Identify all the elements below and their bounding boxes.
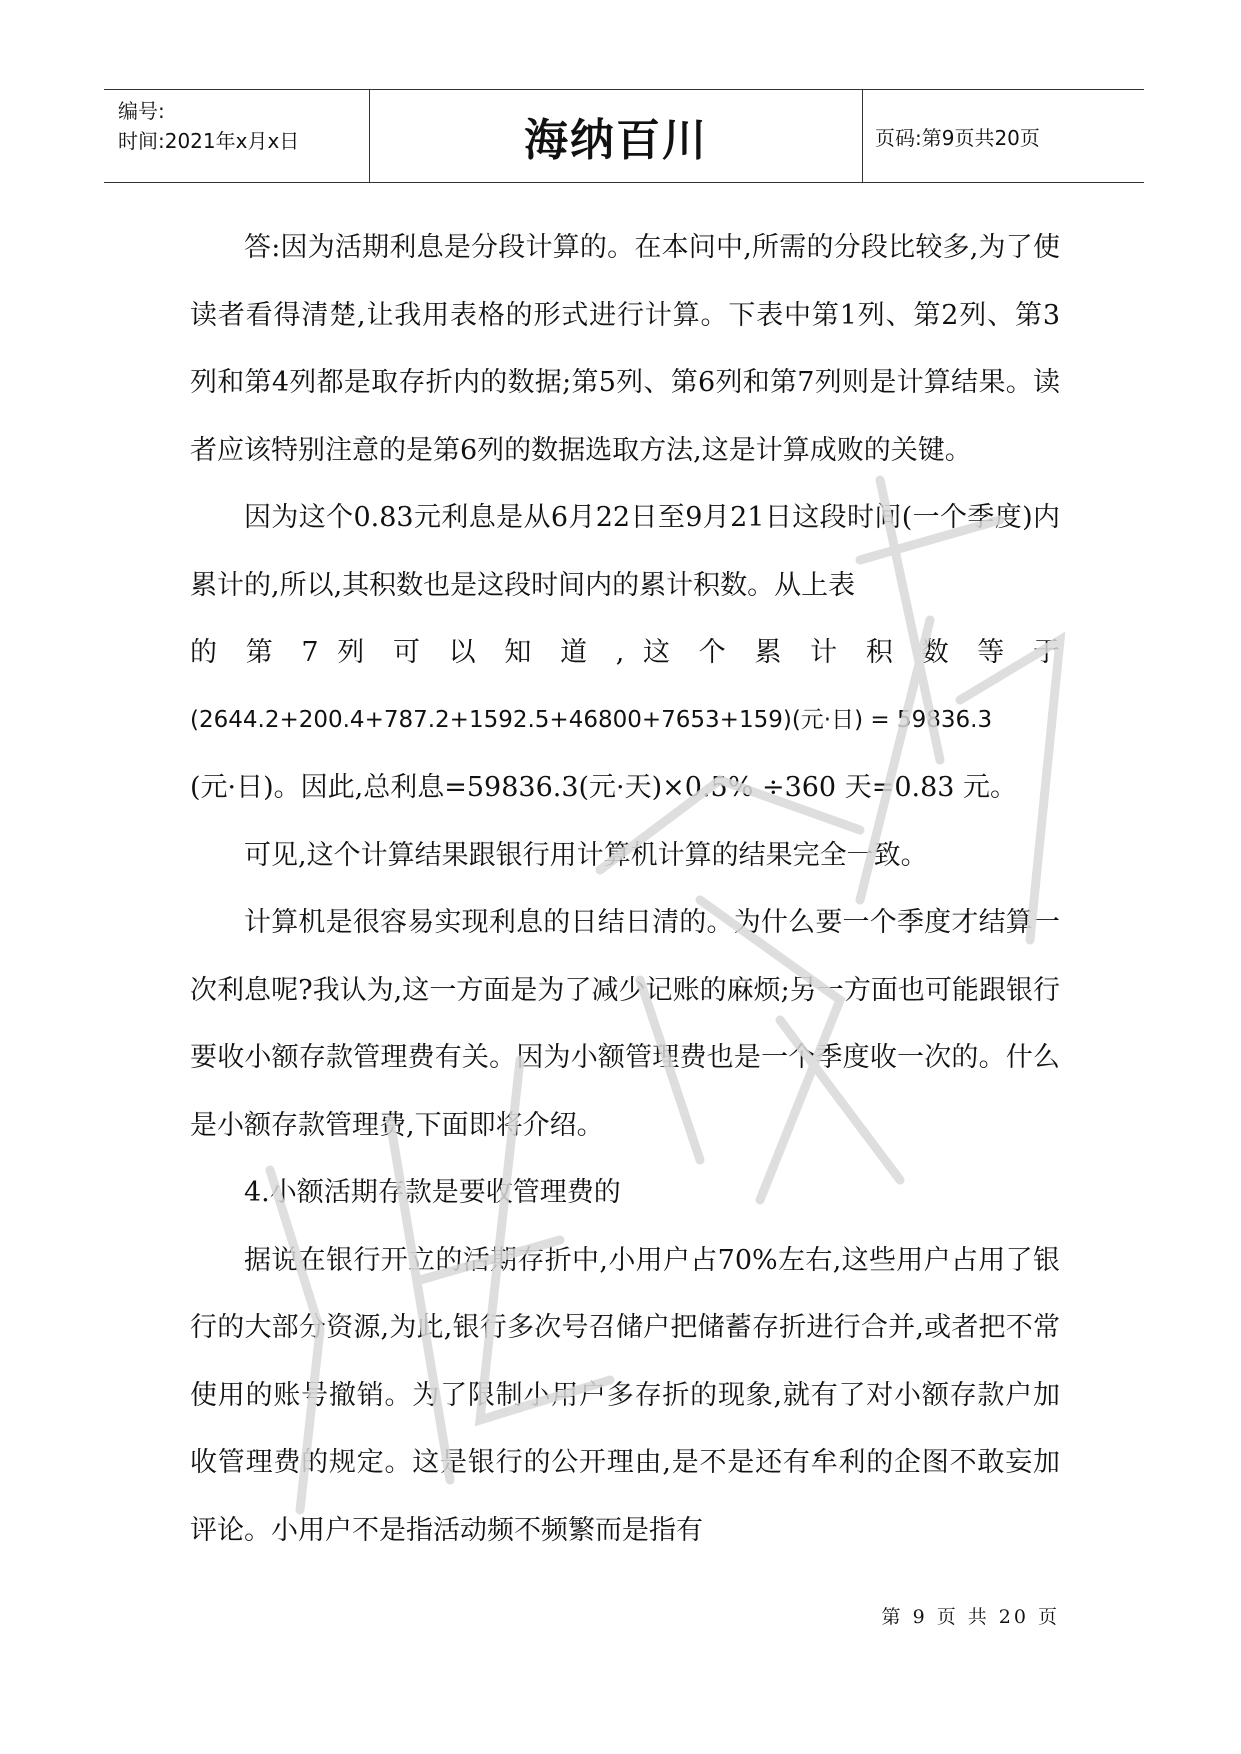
paragraph-interest-line2: 的 第 7 列 可 以 知 道 , 这 个 累 计 积 数 等 于 [190, 637, 1060, 668]
paragraph-interest-formula: (2644.2+200.4+787.2+1592.5+46800+7653+159)(元·日) = 59836.3 [190, 706, 993, 733]
paragraph-small-accounts: 据说在银行开立的活期存折中,小用户占70%左右,这些用户占用了银行的大部分资源,为此,银行多次号召储户把储蓄存折进行合并,或者把不常使用的账号撤销。为了限制小用户多存折的现象,就有了对小额存款户加收管理费的规定。这是银行的公开理由,是不是还有牟利的企图不敢妄加评论。小用户不是指活动频不频繁而是指有 [190, 1244, 1060, 1546]
paragraph-interest-result: (元·日)。因此,总利息=59836.3(元·天)×0.5% ÷360 天=0.83 元。 [190, 772, 1018, 803]
header-meta [104, 90, 370, 182]
paragraph-computer: 计算机是很容易实现利息的日结日清的。为什么要一个季度才结算一次利息呢?我认为,这一方面是为了减少记账的麻烦;另一方面也可能跟银行要收小额存款管理费有关。因为小额管理费也是一个季度收一次的。什么是小额存款管理费,下面即将介绍。 [190, 907, 1060, 1141]
header-page-label: 页码:第9页共20页 [875, 125, 1040, 150]
section-heading: 4.小额活期存款是要收管理费的 [244, 1177, 621, 1208]
header-table [104, 89, 1144, 183]
paragraph-answer: 答:因为活期利息是分段计算的。在本问中,所需的分段比较多,为了使读者看得清楚,让我用表格的形式进行计算。下表中第1列、第2列、第3列和第4列都是取存折内的数据;第5列、第6列和第7列则是计算结果。读者应该特别注意的是第6列的数据选取方法,这是计算成败的关键。 [190, 232, 1060, 466]
paragraph-interest-line1: 因为这个0.83元利息是从6月22日至9月21日这段时间(一个季度)内累计的,所以,其积数也是这段时间内的累计积数。从上表 [190, 502, 1060, 601]
page-footer: 第 9 页 共 20 页 [881, 1606, 1060, 1628]
document-time-label: 时间:2021年x月x日 [118, 129, 300, 153]
document-number-label: 编号: [118, 99, 165, 123]
paragraph-consistent: 可见,这个计算结果跟银行用计算机计算的结果完全一致。 [244, 839, 928, 871]
document-body [190, 214, 1060, 1564]
document-title: 海纳百川 [370, 90, 863, 182]
